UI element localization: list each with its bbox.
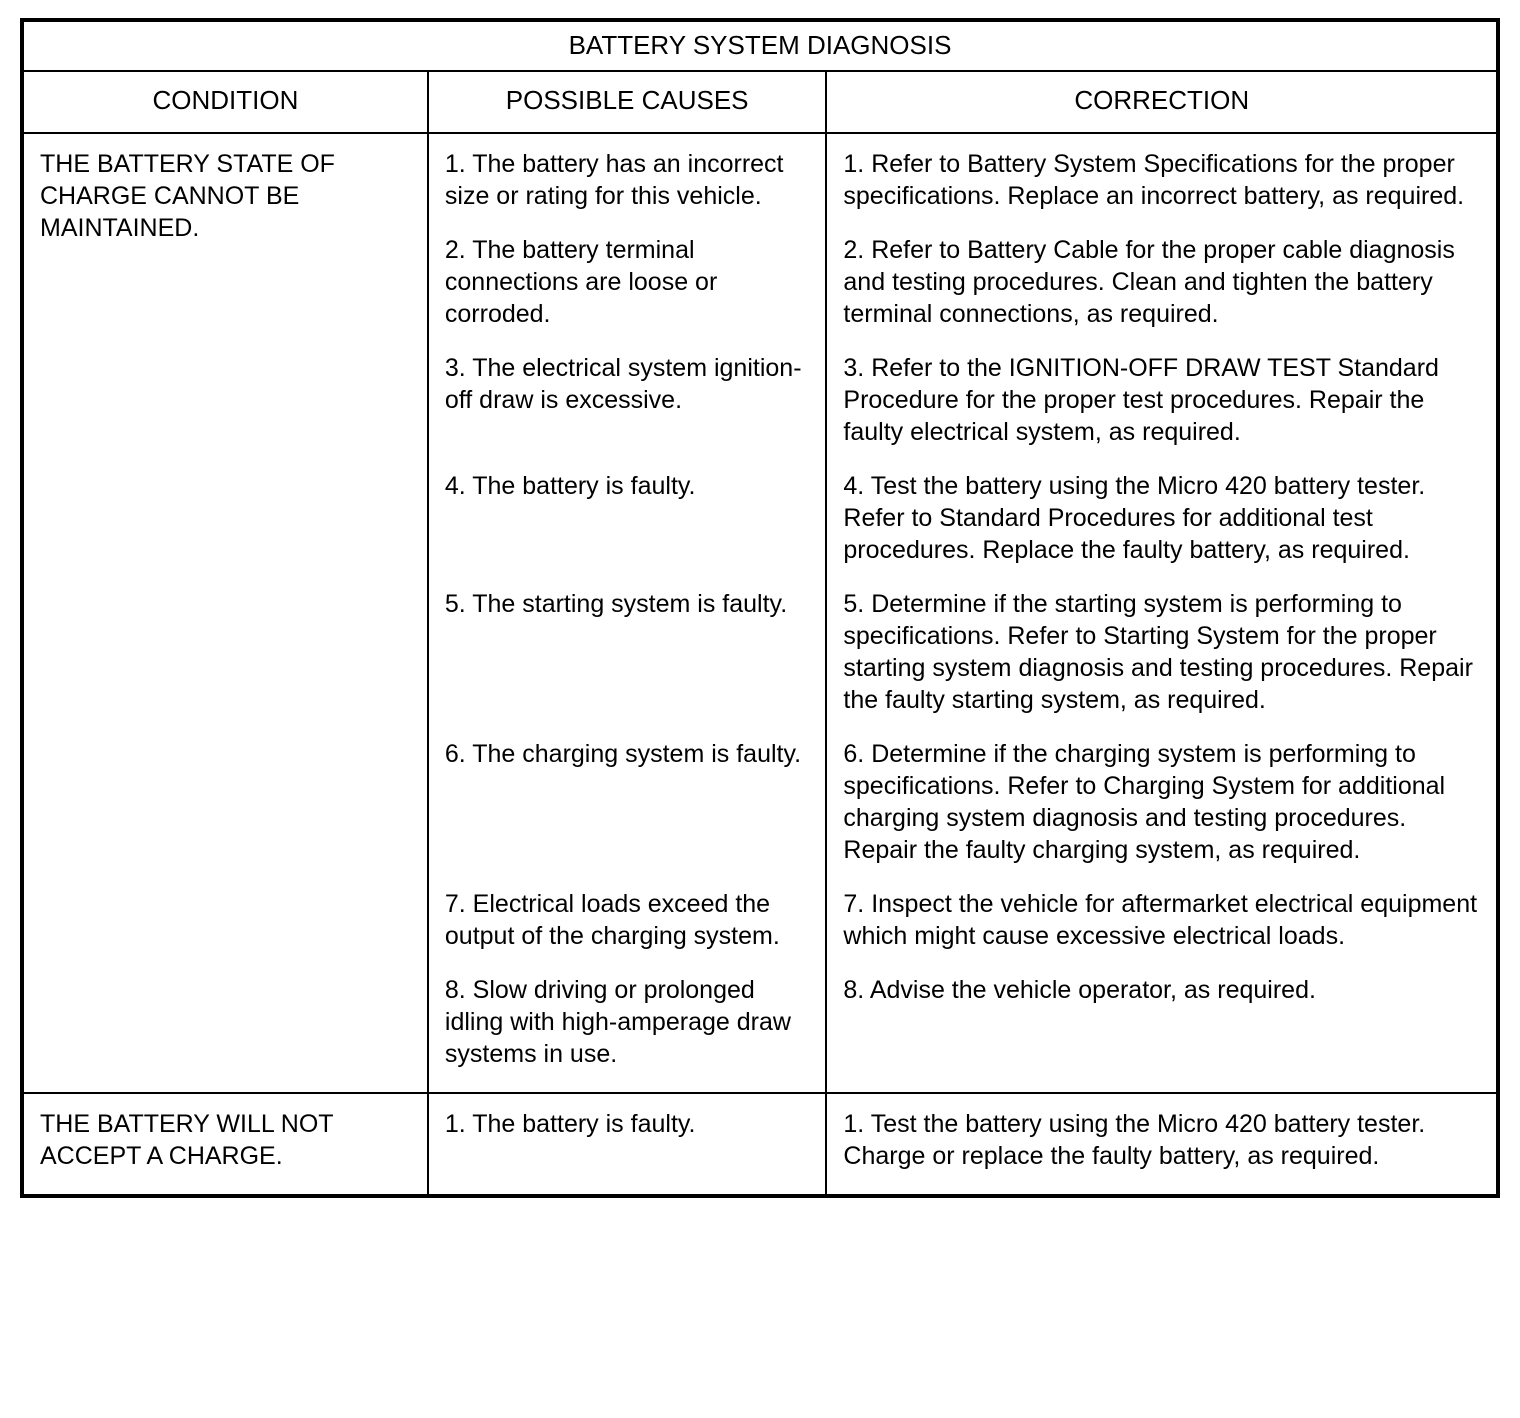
condition-cell: THE BATTERY WILL NOT ACCEPT A CHARGE. bbox=[22, 1093, 428, 1196]
correction-cell: 6. Determine if the charging system is performing to specifications. Refer to Charging System for additional charging system diagnosis and testing procedures. Repair the faulty charging system, as required. bbox=[826, 738, 1498, 888]
correction-cell: 1. Test the battery using the Micro 420 battery tester. Charge or replace the faulty battery, as required. bbox=[826, 1093, 1498, 1196]
table-header-row bbox=[22, 71, 1498, 132]
condition-cell: THE BATTERY STATE OF CHARGE CANNOT BE MAINTAINED. bbox=[22, 133, 428, 1093]
column-header-possible-causes: POSSIBLE CAUSES bbox=[428, 71, 827, 132]
cause-cell: 7. Electrical loads exceed the output of the charging system. bbox=[428, 888, 827, 974]
correction-cell: 7. Inspect the vehicle for aftermarket electrical equipment which might cause excessive electrical loads. bbox=[826, 888, 1498, 974]
correction-cell: 2. Refer to Battery Cable for the proper cable diagnosis and testing procedures. Clean and tighten the battery terminal connections, as required. bbox=[826, 234, 1498, 352]
column-header-correction: CORRECTION bbox=[826, 71, 1498, 132]
cause-cell: 1. The battery is faulty. bbox=[428, 1093, 827, 1196]
cause-cell: 2. The battery terminal connections are loose or corroded. bbox=[428, 234, 827, 352]
cause-cell: 3. The electrical system ignition-off draw is excessive. bbox=[428, 352, 827, 470]
table-title: BATTERY SYSTEM DIAGNOSIS bbox=[22, 20, 1498, 71]
correction-cell: 3. Refer to the IGNITION-OFF DRAW TEST Standard Procedure for the proper test procedures. Repair the faulty electrical system, as required. bbox=[826, 352, 1498, 470]
correction-cell: 5. Determine if the starting system is performing to specifications. Refer to Starting System for the proper starting system diagnosis and testing procedures. Repair the faulty starting system, as required. bbox=[826, 588, 1498, 738]
column-header-condition: CONDITION bbox=[22, 71, 428, 132]
cause-cell: 1. The battery has an incorrect size or rating for this vehicle. bbox=[428, 133, 827, 234]
cause-cell: 6. The charging system is faulty. bbox=[428, 738, 827, 888]
battery-diagnosis-table bbox=[20, 18, 1500, 1198]
correction-cell: 8. Advise the vehicle operator, as required. bbox=[826, 974, 1498, 1093]
cause-cell: 5. The starting system is faulty. bbox=[428, 588, 827, 738]
table-row bbox=[22, 133, 1498, 234]
cause-cell: 8. Slow driving or prolonged idling with high-amperage draw systems in use. bbox=[428, 974, 827, 1093]
correction-cell: 1. Refer to Battery System Specifications for the proper specifications. Replace an incorrect battery, as required. bbox=[826, 133, 1498, 234]
table-title-row bbox=[22, 20, 1498, 71]
table-row bbox=[22, 1093, 1498, 1196]
correction-cell: 4. Test the battery using the Micro 420 battery tester. Refer to Standard Procedures for additional test procedures. Replace the faulty battery, as required. bbox=[826, 470, 1498, 588]
cause-cell: 4. The battery is faulty. bbox=[428, 470, 827, 588]
